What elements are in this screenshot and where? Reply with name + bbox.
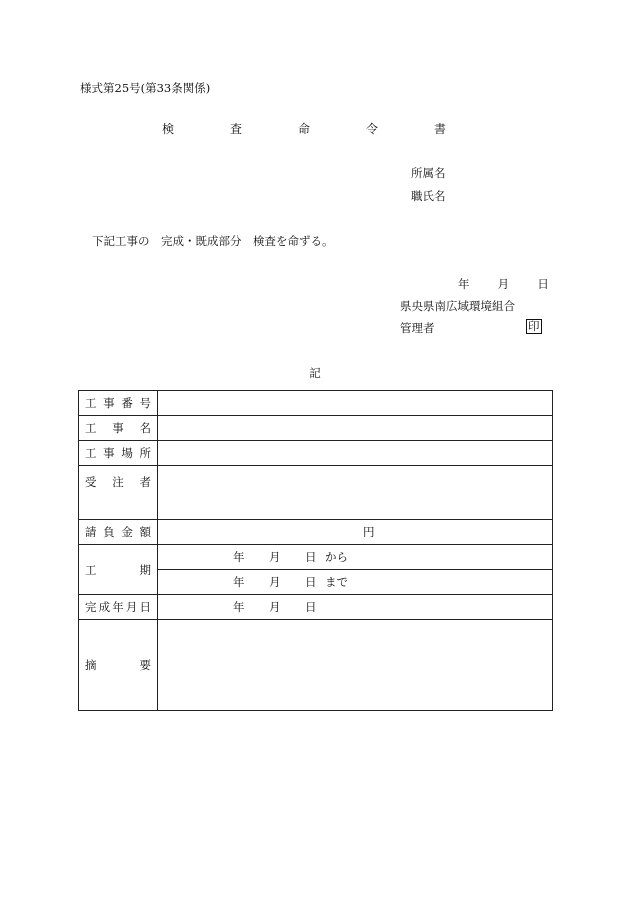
month-label: 月 <box>269 600 281 614</box>
summary-value <box>158 620 553 711</box>
period-end <box>158 570 553 595</box>
detail-table <box>78 390 553 711</box>
yen-unit: 円 <box>363 525 375 539</box>
contract-amount-value <box>158 520 553 545</box>
table-row <box>79 620 553 711</box>
label-char: 完 <box>85 600 97 614</box>
table-row <box>79 520 553 545</box>
table-row <box>79 595 553 620</box>
work-number-value <box>158 391 553 416</box>
year-label: 年 <box>233 550 245 564</box>
year-label: 年 <box>233 575 245 589</box>
label-char: 日 <box>139 600 151 614</box>
label-char: 号 <box>139 396 151 410</box>
from-label: から <box>325 550 348 564</box>
contractor-label <box>79 466 158 520</box>
day-label: 日 <box>305 550 317 564</box>
label-char: 工 <box>85 396 97 410</box>
to-label: まで <box>325 575 348 589</box>
label-char: 摘 <box>85 658 97 672</box>
contract-amount-label <box>79 520 158 545</box>
spread-text <box>85 445 151 461</box>
spread-text <box>85 420 151 436</box>
label-char: 工 <box>85 421 97 435</box>
table-row <box>79 545 553 570</box>
manager-label: 管理者 <box>400 321 435 335</box>
day-label: 日 <box>305 600 317 614</box>
staff-name-label: 職氏名 <box>411 189 446 203</box>
label-char: 名 <box>139 421 151 435</box>
table-row <box>79 391 553 416</box>
table-row <box>79 466 553 520</box>
label-char: 事 <box>112 421 124 435</box>
summary-label <box>79 620 158 711</box>
spread-text <box>85 474 151 490</box>
ki-heading: 記 <box>309 366 321 380</box>
seal-mark: 印 <box>528 319 540 333</box>
work-period-label <box>79 545 158 595</box>
form-number: 様式第25号(第33条関係) <box>80 81 211 95</box>
label-char: 所 <box>139 446 151 460</box>
label-char: 額 <box>139 525 151 539</box>
issue-day-label: 日 <box>537 277 549 291</box>
label-char: 受 <box>85 475 97 489</box>
spread-text <box>85 599 151 615</box>
work-number-label <box>79 391 158 416</box>
document-title: 検 査 命 令 書 <box>161 122 468 136</box>
label-char: 請 <box>85 525 97 539</box>
year-label: 年 <box>233 600 245 614</box>
issue-month-label: 月 <box>497 277 510 291</box>
label-char: 注 <box>112 475 124 489</box>
spread-text <box>85 657 151 673</box>
label-char: 負 <box>103 525 115 539</box>
affiliation-label: 所属名 <box>411 166 446 180</box>
label-char: 場 <box>121 446 133 460</box>
contractor-value <box>158 466 553 520</box>
issue-year-label: 年 <box>458 277 470 291</box>
label-char: 工 <box>85 446 97 460</box>
order-text: 下記工事の 完成・既成部分 検査を命ずる。 <box>92 234 334 248</box>
day-label: 日 <box>305 575 317 589</box>
label-char: 事 <box>103 396 115 410</box>
label-char: 事 <box>103 446 115 460</box>
label-char: 期 <box>139 562 151 577</box>
month-label: 月 <box>269 575 281 589</box>
issue-date <box>458 276 549 292</box>
month-label: 月 <box>269 550 281 564</box>
label-char: 者 <box>139 475 151 489</box>
table-row <box>79 441 553 466</box>
label-char: 金 <box>121 525 133 539</box>
work-location-label <box>79 441 158 466</box>
label-char: 成 <box>98 600 111 614</box>
work-name-label <box>79 416 158 441</box>
label-char: 番 <box>121 396 133 410</box>
work-location-value <box>158 441 553 466</box>
completion-date-value <box>158 595 553 620</box>
table-row <box>79 416 553 441</box>
spread-text <box>85 524 151 540</box>
work-name-value <box>158 416 553 441</box>
period-start <box>158 545 553 570</box>
organization-name: 県央県南広域環境組合 <box>400 299 515 313</box>
label-char: 工 <box>85 562 97 577</box>
label-char: 月 <box>125 600 138 614</box>
spread-text <box>85 395 151 411</box>
completion-date-label <box>79 595 158 620</box>
label-char: 要 <box>139 658 151 672</box>
spread-text <box>85 562 151 578</box>
label-char: 年 <box>112 600 124 614</box>
